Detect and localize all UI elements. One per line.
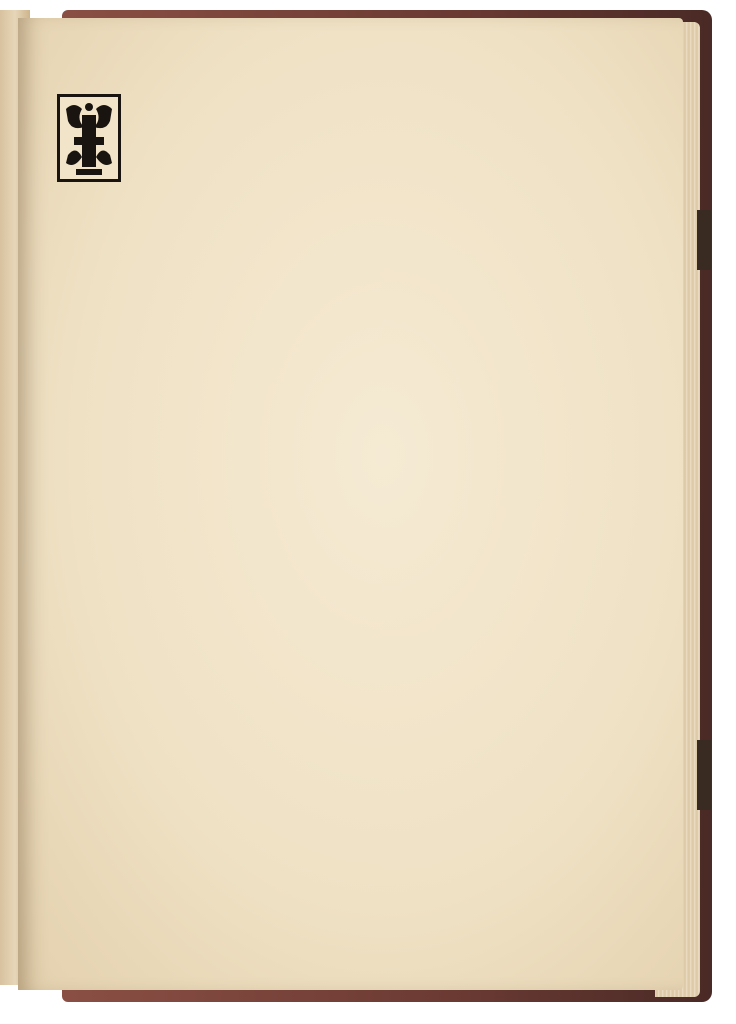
decorated-initial-icon bbox=[57, 94, 121, 182]
page-tab bbox=[697, 740, 711, 810]
page-tab bbox=[697, 210, 711, 270]
